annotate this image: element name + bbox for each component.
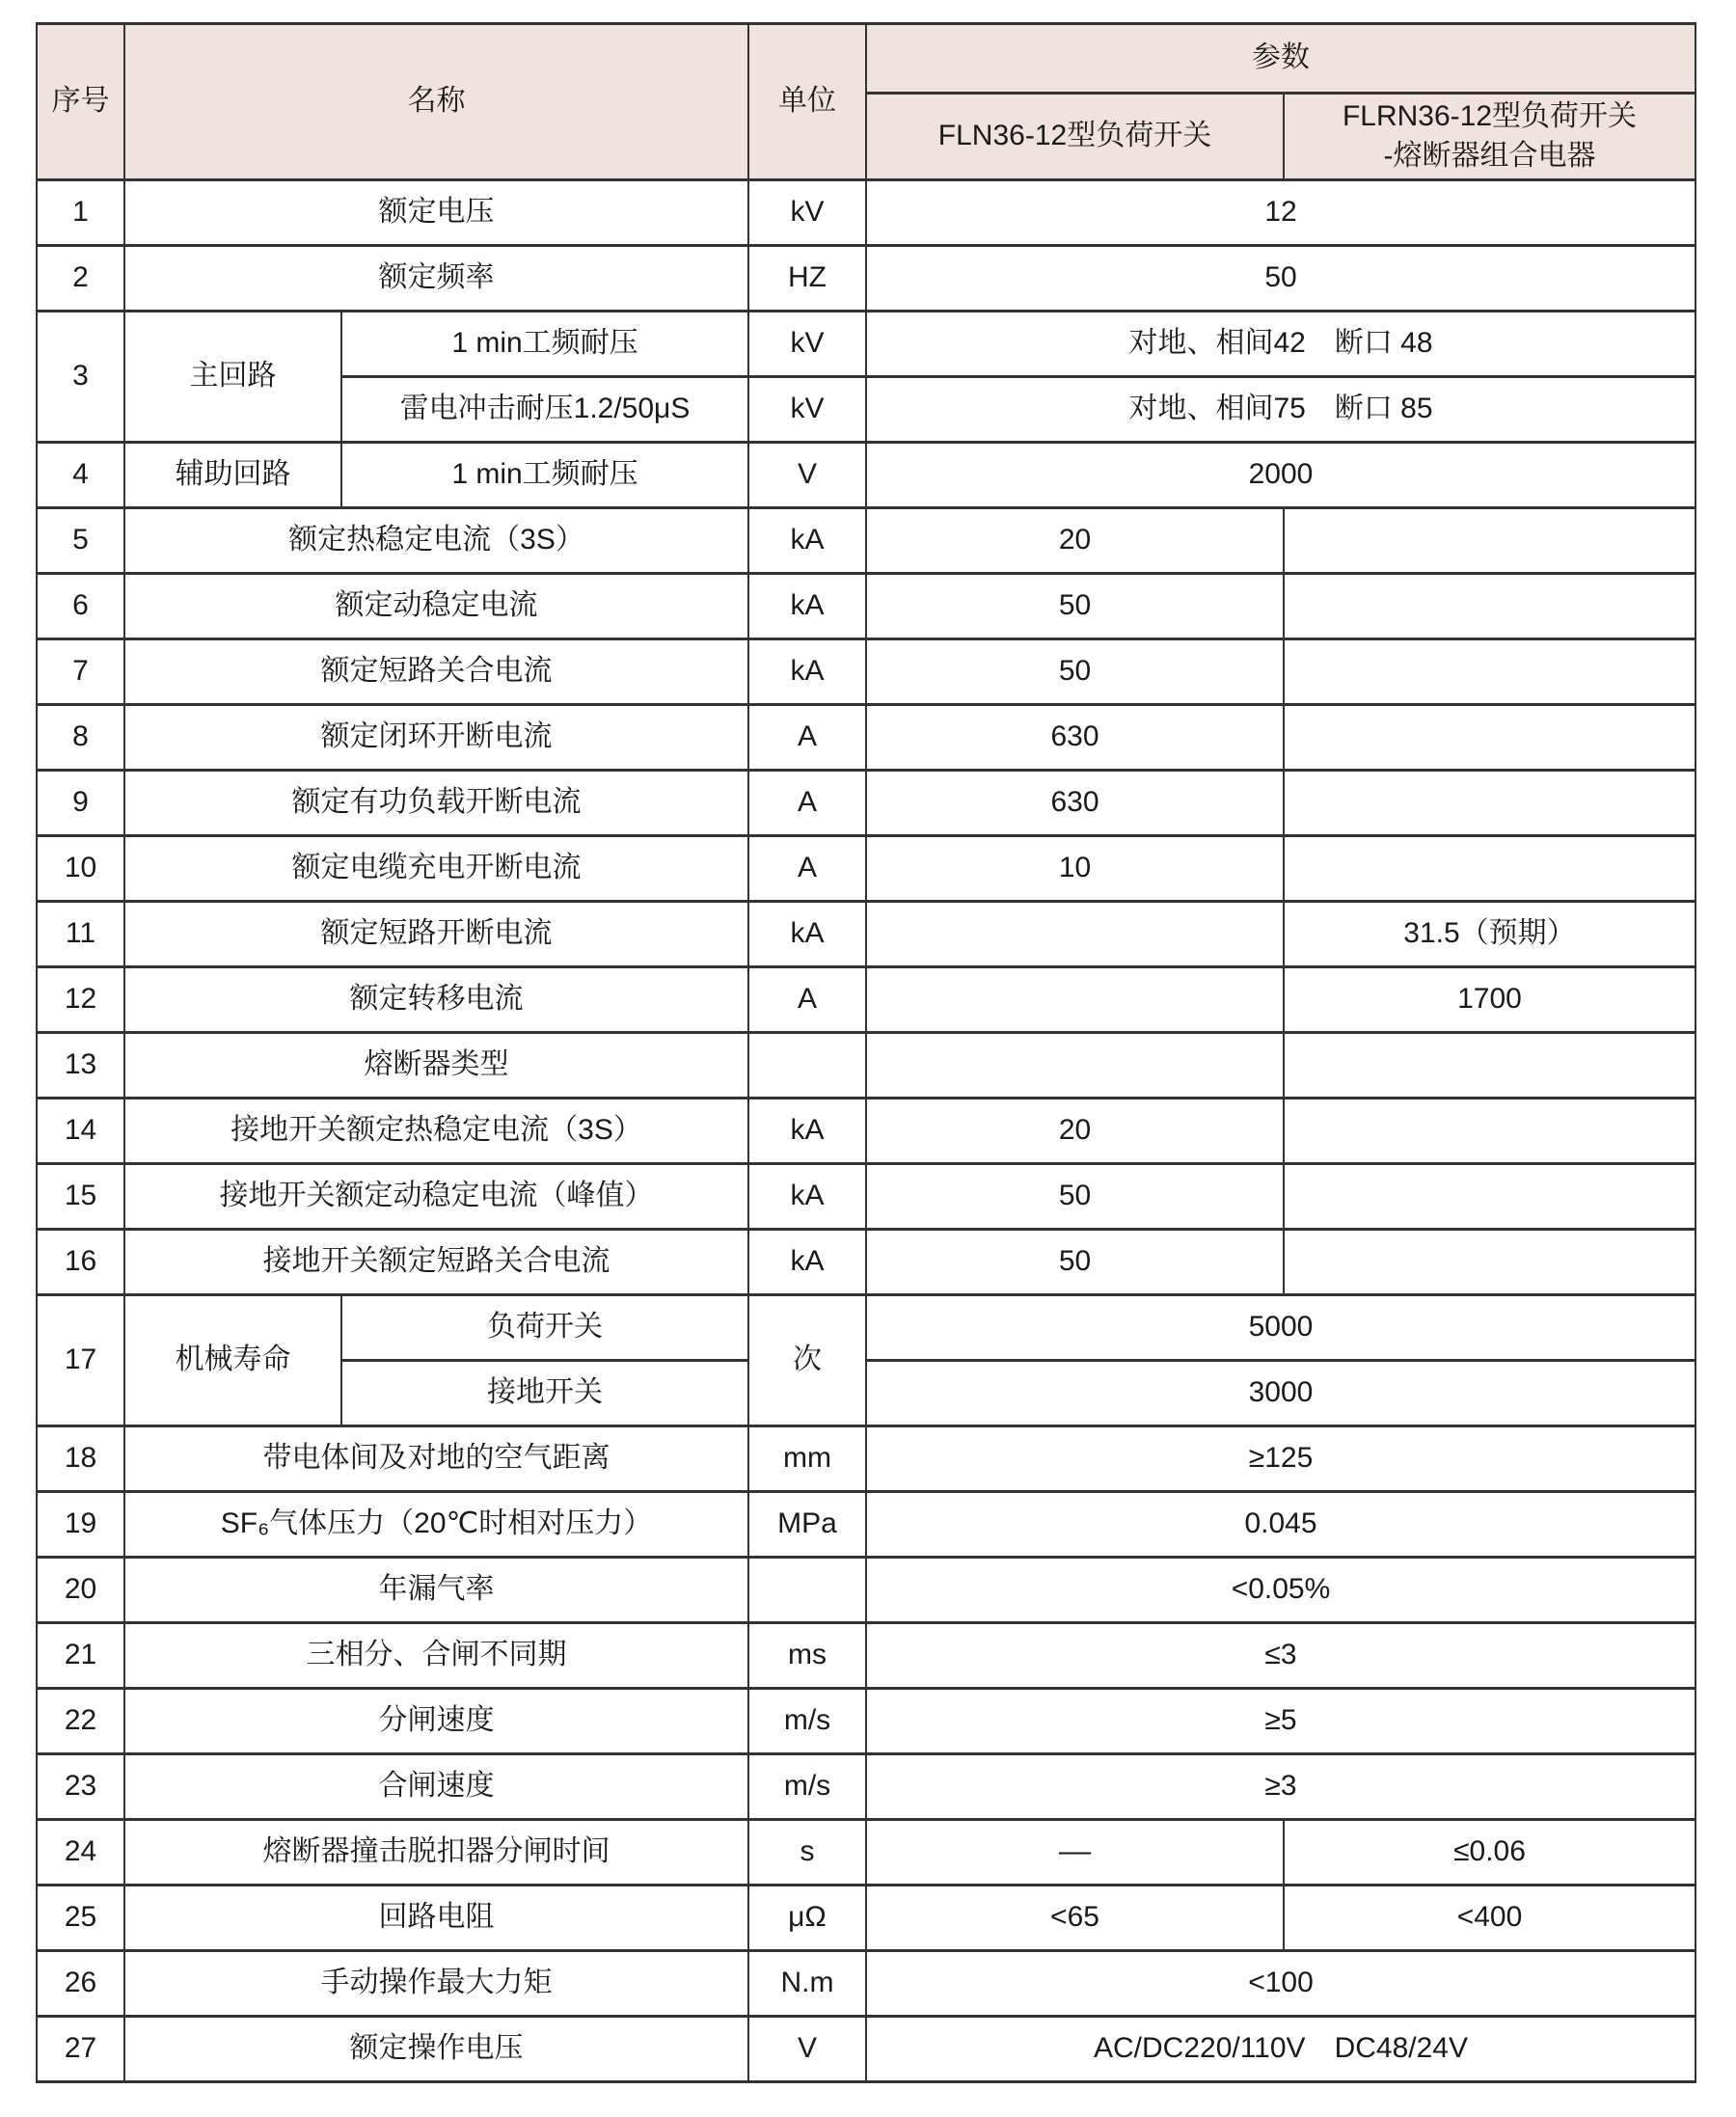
value-fln-cell: 50 [866,1164,1284,1230]
unit-cell: kA [748,902,866,967]
name-cell: 合闸速度 [124,1754,748,1820]
header-param-col2-line2: -熔断器组合电器 [1383,139,1596,172]
unit-cell: m/s [748,1689,866,1754]
value-flrn-cell: <400 [1284,1886,1695,1951]
value-span-cell: 0.045 [866,1492,1695,1558]
name-cell: 接地开关额定短路关合电流 [124,1230,748,1295]
table-row [37,1558,1695,1623]
seq-cell: 25 [37,1886,124,1951]
unit-cell: A [748,705,866,771]
name-cell: 负荷开关 [341,1295,748,1361]
name-cell: 额定频率 [124,246,748,312]
unit-cell: V [748,2017,866,2082]
name-cell: 额定操作电压 [124,2017,748,2082]
unit-cell: kA [748,574,866,639]
unit-cell: kV [748,180,866,246]
name-cell: 额定热稳定电流（3S） [124,508,748,574]
value-flrn-cell [1284,1099,1695,1164]
unit-cell: V [748,443,866,508]
seq-cell: 7 [37,639,124,705]
value-fln-cell [866,967,1284,1033]
seq-cell: 5 [37,508,124,574]
group-cell: 辅助回路 [124,443,341,508]
value-flrn-cell [1284,1230,1695,1295]
value-fln-cell: 50 [866,1230,1284,1295]
table-row [37,443,1695,508]
header-param-col2-line1: FLRN36-12型负荷开关 [1342,100,1638,132]
table-body [37,180,1695,2082]
value-span-cell: <0.05% [866,1558,1695,1623]
table-row [37,180,1695,246]
value-span-cell: ≥125 [866,1426,1695,1492]
name-cell: 额定短路关合电流 [124,639,748,705]
name-cell: 额定闭环开断电流 [124,705,748,771]
table-row [37,1426,1695,1492]
name-cell: SF₆气体压力（20℃时相对压力） [124,1492,748,1558]
unit-cell: HZ [748,246,866,312]
value-fln-cell: 630 [866,771,1284,836]
seq-cell: 6 [37,574,124,639]
seq-cell: 8 [37,705,124,771]
name-cell: 额定短路开断电流 [124,902,748,967]
value-fln-cell: <65 [866,1886,1284,1951]
value-span-cell: 对地、相间75 断口 85 [866,377,1695,443]
table-row [37,1689,1695,1754]
header-param-col1: FLN36-12型负荷开关 [866,94,1284,180]
seq-cell: 9 [37,771,124,836]
table-row [37,639,1695,705]
value-fln-cell [866,902,1284,967]
name-cell: 接地开关 [341,1361,748,1426]
value-flrn-cell [1284,508,1695,574]
value-flrn-cell [1284,1164,1695,1230]
table-row [37,2017,1695,2082]
seq-cell: 26 [37,1951,124,2017]
name-cell: 额定电缆充电开断电流 [124,836,748,902]
unit-cell: kA [748,1164,866,1230]
seq-cell: 12 [37,967,124,1033]
value-span-cell: ≥3 [866,1754,1695,1820]
unit-cell: MPa [748,1492,866,1558]
table-row [37,1033,1695,1099]
table-row [37,836,1695,902]
seq-cell: 23 [37,1754,124,1820]
name-cell: 额定转移电流 [124,967,748,1033]
header-params: 参数 [866,24,1695,94]
unit-cell: kA [748,639,866,705]
value-fln-cell: 50 [866,574,1284,639]
unit-cell: s [748,1820,866,1886]
unit-cell: N.m [748,1951,866,2017]
unit-cell: kV [748,312,866,377]
table-row [37,508,1695,574]
table-row [37,574,1695,639]
seq-cell: 16 [37,1230,124,1295]
name-cell: 额定电压 [124,180,748,246]
spec-table [36,22,1696,2083]
table-row [37,1951,1695,2017]
header-unit: 单位 [748,24,866,180]
table-row [37,312,1695,377]
seq-cell: 24 [37,1820,124,1886]
unit-cell: kA [748,508,866,574]
value-flrn-cell [1284,574,1695,639]
table-row [37,902,1695,967]
table-row [37,1164,1695,1230]
table-row [37,771,1695,836]
table-row [37,705,1695,771]
table-header [37,24,1695,180]
name-cell: 1 min工频耐压 [341,443,748,508]
value-flrn-cell: 31.5（预期） [1284,902,1695,967]
unit-cell: A [748,967,866,1033]
value-fln-cell: –– [866,1820,1284,1886]
value-fln-cell: 630 [866,705,1284,771]
seq-cell: 18 [37,1426,124,1492]
seq-cell: 2 [37,246,124,312]
name-cell: 额定动稳定电流 [124,574,748,639]
header-row-1 [37,24,1695,94]
unit-cell: μΩ [748,1886,866,1951]
name-cell: 手动操作最大力矩 [124,1951,748,2017]
value-span-cell: ≤3 [866,1623,1695,1689]
group-cell: 机械寿命 [124,1295,341,1426]
table-row [37,246,1695,312]
unit-cell: ms [748,1623,866,1689]
value-span-cell: ≥5 [866,1689,1695,1754]
group-cell: 主回路 [124,312,341,443]
value-span-cell: 2000 [866,443,1695,508]
name-cell: 熔断器类型 [124,1033,748,1099]
value-flrn-cell: 1700 [1284,967,1695,1033]
header-seq: 序号 [37,24,124,180]
name-cell: 三相分、合闸不同期 [124,1623,748,1689]
header-name: 名称 [124,24,748,180]
value-span-cell: 对地、相间42 断口 48 [866,312,1695,377]
value-fln-cell: 20 [866,1099,1284,1164]
seq-cell: 3 [37,312,124,443]
name-cell: 接地开关额定热稳定电流（3S） [124,1099,748,1164]
header-param-col2 [1284,94,1695,180]
value-span-cell: 50 [866,246,1695,312]
table-row [37,1820,1695,1886]
name-cell: 年漏气率 [124,1558,748,1623]
table-row [37,1295,1695,1361]
unit-cell: m/s [748,1754,866,1820]
value-span-cell: <100 [866,1951,1695,2017]
name-cell: 雷电冲击耐压1.2/50μS [341,377,748,443]
table-row [37,1099,1695,1164]
unit-cell: kA [748,1099,866,1164]
value-flrn-cell [1284,705,1695,771]
seq-cell: 20 [37,1558,124,1623]
value-fln-cell: 10 [866,836,1284,902]
unit-cell: mm [748,1426,866,1492]
seq-cell: 27 [37,2017,124,2082]
table-row [37,1230,1695,1295]
unit-cell: kA [748,1230,866,1295]
value-flrn-cell [1284,639,1695,705]
name-cell: 带电体间及对地的空气距离 [124,1426,748,1492]
seq-cell: 21 [37,1623,124,1689]
seq-cell: 14 [37,1099,124,1164]
unit-cell [748,1558,866,1623]
unit-cell: A [748,836,866,902]
table-row [37,1886,1695,1951]
unit-cell [748,1033,866,1099]
name-cell: 分闸速度 [124,1689,748,1754]
value-span-cell: AC/DC220/110V DC48/24V [866,2017,1695,2082]
seq-cell: 1 [37,180,124,246]
name-cell: 回路电阻 [124,1886,748,1951]
value-flrn-cell [1284,1033,1695,1099]
name-cell: 1 min工频耐压 [341,312,748,377]
seq-cell: 11 [37,902,124,967]
table-row [37,1754,1695,1820]
value-flrn-cell [1284,836,1695,902]
value-fln-cell: 50 [866,639,1284,705]
value-flrn-cell: ≤0.06 [1284,1820,1695,1886]
seq-cell: 22 [37,1689,124,1754]
table-row [37,1492,1695,1558]
unit-cell: kV [748,377,866,443]
value-span-cell: 12 [866,180,1695,246]
unit-cell: 次 [748,1295,866,1426]
value-fln-cell: 20 [866,508,1284,574]
seq-cell: 15 [37,1164,124,1230]
value-span-cell: 5000 [866,1295,1695,1361]
value-flrn-cell [1284,771,1695,836]
table-row [37,967,1695,1033]
name-cell: 接地开关额定动稳定电流（峰值） [124,1164,748,1230]
seq-cell: 13 [37,1033,124,1099]
value-span-cell: 3000 [866,1361,1695,1426]
value-fln-cell [866,1033,1284,1099]
seq-cell: 10 [37,836,124,902]
seq-cell: 17 [37,1295,124,1426]
table-row [37,1623,1695,1689]
seq-cell: 19 [37,1492,124,1558]
name-cell: 额定有功负载开断电流 [124,771,748,836]
seq-cell: 4 [37,443,124,508]
unit-cell: A [748,771,866,836]
name-cell: 熔断器撞击脱扣器分闸时间 [124,1820,748,1886]
